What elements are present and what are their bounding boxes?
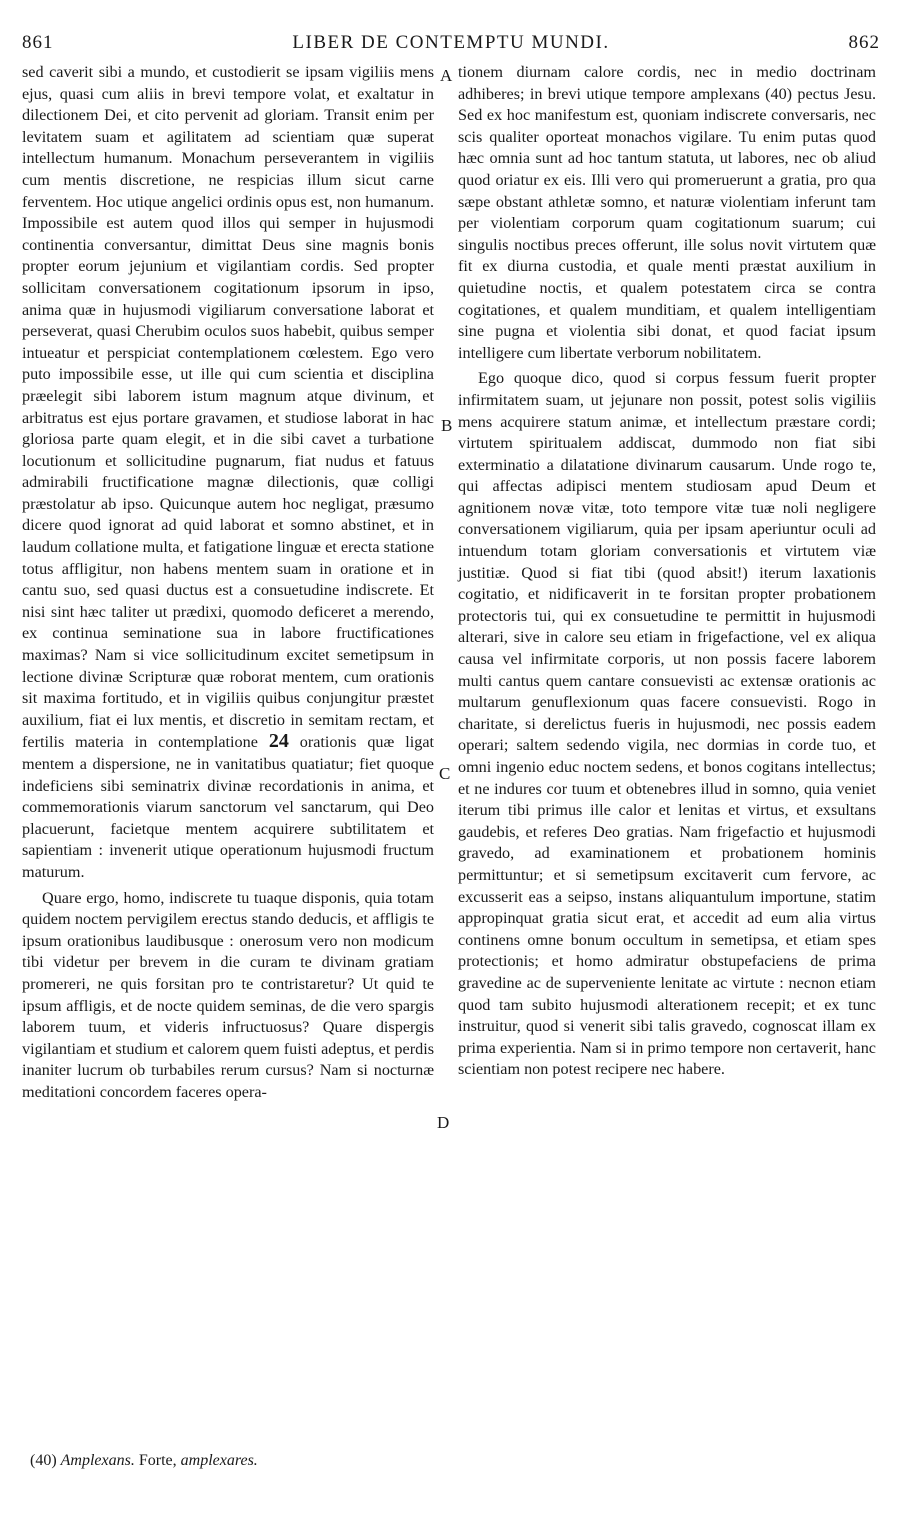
page-number-right: 862 xyxy=(848,32,880,53)
footnote-alternative: amplexares. xyxy=(180,1452,258,1469)
left-paragraph-1 xyxy=(22,62,434,884)
margin-marker-b: B xyxy=(441,416,453,435)
left-paragraph-1-text: sed caverit sibi a mundo, et custodierit se ipsam vigiliis mens ejus, quasi cum aliis in brevi tempore volat, et exaltatur in dilectionem Dei, et cito pervenit ad gloriam. Transit enim per levitatem suam et agilitatem ad scientiam quæ superat intellectum humanum. Monachum perseverantem in vigiliis cum mentis discretione, ne respicias illum sicut carne ferventem. Hoc utique angelici ordinis opus est, non humanum. Impossibile est autem quod illos qui semper in hujusmodi continentia conversantur, dimittat Deus sine magnis bonis propter eorum jejunium et vigilantiam cordis. Sed propter sollicitam conversationem cogitationum ipsorum in ipso, anima quæ in hujusmodi vigiliarum conversatione laborat et perseverat, quasi Cherubim oculos suos habebit, quibus semper intueatur et perspiciat contemplationem cœlestem. Ego vero puto impossibile esse, ut ille qui cum scientia et disciplina præelegit sibi laborem istum magnum atque divinum, et arbitratus est ejus portare gravamen, et studiose laborat in hac gloriosa parte quam elegit, et in die sibi cavet a turbatione locutionum et sollicitudine pugnarum, fiat nudus et fatuus admirabili fructificatione magnæ dilectionis, quæ colligi præstolatur ab ipso. Quicunque autem hoc negligat, præsumo dicere quod ignorat ad quid laborat et somno abstinet, et in laudum collatione multa, et fatigatione linguæ et erecta statione totus affligitur, non habens mentem suam in oratione et in cantu suo, sed quasi ductus est a consuetudine indiscrete. Et nisi sint hæc taliter ut prædixi, quomodo deficeret a merendo, ex continua seminatione sua in labore fructificationes maximas? Nam si vice sollicitudinum excitet semetipsum in lectione divinæ Scripturæ quæ roborat mentem, cum orationis sit maxima fortitudo, et in vigiliis quibus conjungitur præstet auxilium, fiat ei lux mentis, et discretio in semitam rectam, et fertilis materia in contemplatione xyxy=(22,63,434,752)
left-paragraph-1-end: orationis quæ ligat mentem a dispersione, ne in vanitatibus quatiatur; fiet quoque indeficiens sibi seminatrix divinæ recordationis in anima, et commemorationis viarum sanctorum vel sanctarum, qui Deo placuerunt, facietque mentem acquirere subtilitatem et sapientiam : invenerit utique operationum hujusmodi fructum maturum. xyxy=(22,733,435,881)
folio-number: 24 xyxy=(268,730,289,753)
running-title: LIBER DE CONTEMPTU MUNDI. xyxy=(292,32,610,53)
margin-marker-a: A xyxy=(440,66,453,85)
margin-marker-c: C xyxy=(439,764,451,783)
running-header xyxy=(22,32,880,62)
right-paragraph-2: Ego quoque dico, quod si corpus fessum fuerit propter infirmitatem suam, ut jejunare non possit, potest solis vigiliis mens acquirere statum animæ, et intellectum præstare cordi; virtutem spiritualem addiscat, dummodo non fiat sibi exterminatio a dilatatione divinarum causarum. Unde rogo te, qui affectas adipisci mentem studiosam apud Deum et agnitionem novæ vitæ, toto tempore vitæ tuæ noli negligere conversationem vigiliarum, quia per ipsam aperiuntur oculi ad intuendum totam gloriam conversationis et virtutem viæ justitiæ. Quod si fiat tibi (quod absit!) iterum laxationis cogitatio, et nidificaverit in te forsitan propter probationem protectoris tui, qui ex consuetudine te permittit in hujusmodi alterari, sive in calore seu etiam in frigefactione, vel ex aliqua causa vel infirmitate corporis, ut non possis facere laborem multi cantus quem cantare consuevisti ac extensæ orationis ac multarum genuflexionum quas facere consuevisti. Rogo in charitate, si derelictus fueris in hujusmodi, nec possis eadem operari; saltem sedendo vigila, nec dormias in corde tuo, et omni ingenio educ noctem sedens, et bonos cogitans intellectus; et ne indures cor tuum et obtenebres illud in somno, quia veniet iterum tibi primus ille calor et lenitas et virtus, et exsultans gaudebis, et referes Deo gratias. Nam frigefactio et hujusmodi gravedo, ad examinationem et probationem hominis permittuntur; et si semetipsum excitaverit cum fervore, ac excusserit eas a seipso, instans aliquantulum importune, statim appropinquat gratia sicut erat, et accedit ad eum alia virtus continens omne bonum occultum in semetipsa, et etiam spes protectionis; et homo admiratur obstupefaciens de prima gravedine ac de superveniente lenitate ac virtute : necnon etiam quod tam subito hujusmodi alterationem recepit; et ex tunc instruitur, quod si venerit sibi talis gravedo, cognoscat illam ex prima experientia. Nam si in primo tempore non certaverit, hanc scientiam non potest recipere nec habere. xyxy=(458,369,876,1079)
footnote-forte: Forte, xyxy=(138,1452,177,1469)
left-paragraph-2: Quare ergo, homo, indiscrete tu tuaque disponis, quia totam quidem noctem pervigilem erectus stando deducis, et affligis te ipsum orationibus laudibusque : onerosum vero non modicum tibi videtur per brevem in die curam te divinam gratiam promereri, ne quis forsitan pro te contristaretur? Ut quid te ipsum affligis, et de nocte quidem seminas, de die vero spargis laborem tuum, et videris infructuosus? Quare dispergis vigilantiam et studium et calorem quem fuisti adeptus, et perdis inaniter lucrum ob turbabiles rerum cursus? Nam si nocturnæ meditationi concordem faceres opera- xyxy=(22,888,434,1101)
right-paragraph-1: tionem diurnam calore cordis, nec in medio doctrinam adhiberes; in brevi utique tempore amplexans (40) pectus Jesu. Sed ex hoc manifestum est, quoniam indiscrete conversaris, nec scis qualiter oporteat monachos vigilare. Tu enim putas quod hæc omnia sunt ad hoc tantum statuta, ut labores, nec ob aliud quod oriatur ex eis. Illi vero qui promeruerunt a gratia, pro qua sæpe obstant athletæ somno, et naturæ violentiam inferunt tam per violentiam corporum quam cogitationum suarum; cui singulis noctibus preces offerunt, ille solus novit virtutem quæ fit ex diurna custodia, et quale menti præstat auxilium in quietudine noctis, et qualem potestatem circa se contra cogitationes, et qualem munditiam, et qualem intelligentiam sine pugna et violentia sibi donat, et quod faciat ipsum intelligere cum libertate verborum nobilitatem. xyxy=(458,63,876,362)
page-number-left: 861 xyxy=(22,32,54,53)
footnote-word: Amplexans. xyxy=(60,1452,135,1469)
right-column xyxy=(458,62,876,1081)
footnote xyxy=(30,1452,258,1470)
footnote-number: (40) xyxy=(30,1452,57,1469)
left-column xyxy=(22,62,434,1104)
margin-marker-d: D xyxy=(437,1113,450,1132)
